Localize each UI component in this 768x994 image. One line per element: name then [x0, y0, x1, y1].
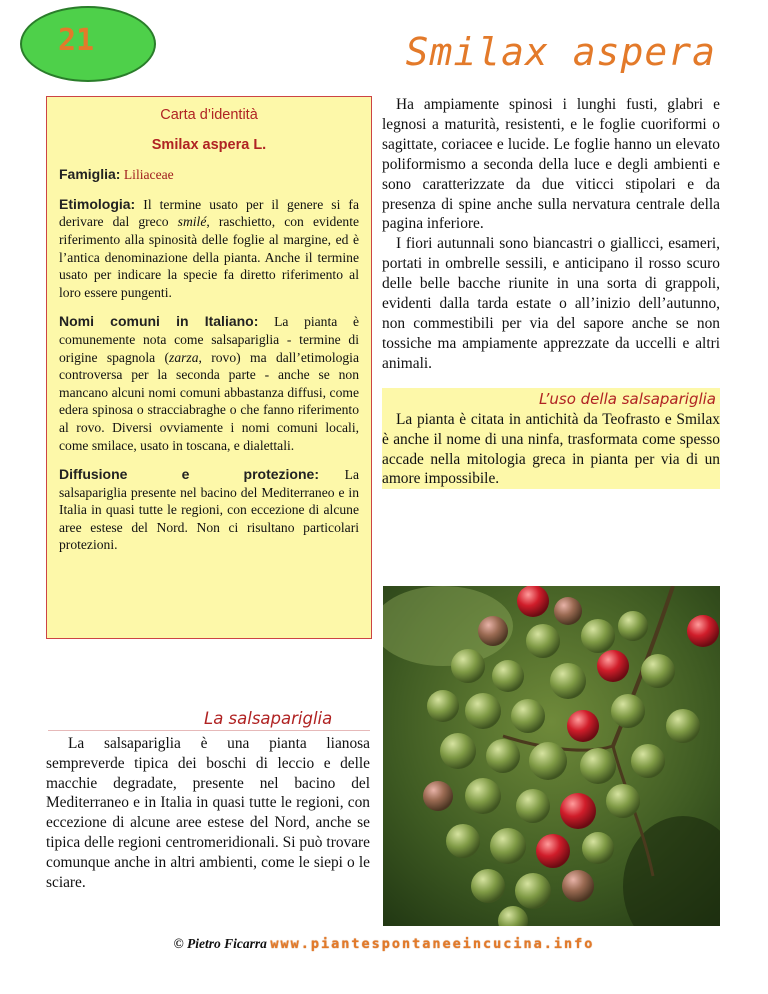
diffusione-text: La salsapariglia presente nel bacino del Mediterraneo e in Italia in quasi tutte le regioni, con eccezione di alcune aree estese del Nord. Non ci risultano particolari protezioni. [59, 467, 359, 553]
salsapariglia-section [46, 734, 370, 892]
famiglia-field [59, 166, 359, 184]
diffusione-label: Diffusione e protezione: [59, 466, 319, 483]
nomi-text-start: La pianta è comunemente nota come salsapariglia - termine di origine spagnola ( [59, 314, 359, 365]
famiglia-label: Famiglia: [59, 166, 121, 183]
description-paragraph-2: I fiori autunnali sono biancastri o giallicci, esameri, portati in ombrelle sessili, e anticipano il rosso scuro delle belle bacche riunite in una sorta di grappoli, evidenti dalla tarda estate o all’inizio dell’autunno, non commestibili per via del sapore anche se non tossiche ma ampiamente apprezzate da uccelli e altri animali. [382, 235, 720, 372]
description-paragraph-1: Ha ampiamente spinosi i lunghi fusti, glabri e legnosi a maturità, resistenti, e le foglie cuoriformi o sagittate, coriacee e lucide. Le foglie hanno un elevato poliformismo a seconda della luce e degli ambienti e sono caratterizzate da due viticci stipolari e da presenza di spine anche sulla nervatura centrale della pagina inferiore. [382, 96, 720, 233]
smilax-berries-photo [383, 586, 720, 926]
etimologia-text-end: , raschietto, con evidente riferimento alla spinosità delle foglie al margine, ed è l’antica denominazione della pianta. Anche il termine usato per indicare la specie fa diretto riferimento al loro essere pungenti. [59, 214, 359, 300]
identity-card [46, 96, 372, 639]
uso-text: La pianta è citata in antichità da Teofrasto e Smilax è anche il nome di una ninfa, trasformata come spesso accade nella mitologia greca in pianta per via di un amore impossibile. [382, 410, 720, 488]
nomi-text-end: , rovo) ma dall’etimologia controversa per la seconda parte - anche se non mancano alcuni nomi comuni abbastanza diffusi, come edera spinosa o stracciabraghe o che fanno riferimento al rovo. Diversi ovviamente i nomi comuni locali, come smilace, usato in toscana, e dialettali. [59, 349, 359, 453]
page-number-badge [20, 6, 156, 82]
famiglia-value: Liliaceae [123, 167, 174, 183]
etimologia-label: Etimologia: [59, 195, 136, 212]
nomi-comuni-label: Nomi comuni in Italiano: [59, 313, 259, 330]
salsapariglia-heading: La salsapariglia [204, 709, 333, 728]
footer-website-link[interactable]: www.piantespontaneeincucina.info [270, 936, 595, 952]
nomi-comuni-field [59, 313, 359, 454]
uso-heading: L’uso della salsapariglia [382, 388, 720, 410]
etimologia-greek-word: smilé [177, 214, 207, 230]
diffusione-field [59, 466, 359, 554]
description-column [382, 95, 720, 489]
berries-illustration [383, 586, 720, 926]
salsapariglia-text: La salsapariglia è una pianta lianosa sempreverde tipica dei boschi di leccio e delle macchie degradate, presente nel bacino del Mediterraneo e in Italia in quasi tutte le regioni, con eccezione di alcune aree estese del Nord, anche se tipica delle regioni centromeridionali. Si può trovare comunque anche in altri ambienti, come le siepi o le sciare. [46, 735, 370, 891]
card-subheading: Smilax aspera L. [151, 136, 267, 153]
footer-author: © Pietro Ficarra [173, 936, 267, 951]
card-heading: Carta d’identità [160, 107, 258, 123]
nomi-spanish-word: zarza [169, 349, 199, 365]
uso-section [382, 410, 720, 490]
etimologia-field [59, 196, 359, 302]
etimologia-text-start: Il termine usato per il genere si fa derivare dal greco [59, 196, 359, 230]
footer [0, 936, 768, 952]
page-number: 21 [57, 22, 95, 58]
page-title: Smilax aspera [405, 30, 716, 74]
section-divider [48, 730, 370, 731]
